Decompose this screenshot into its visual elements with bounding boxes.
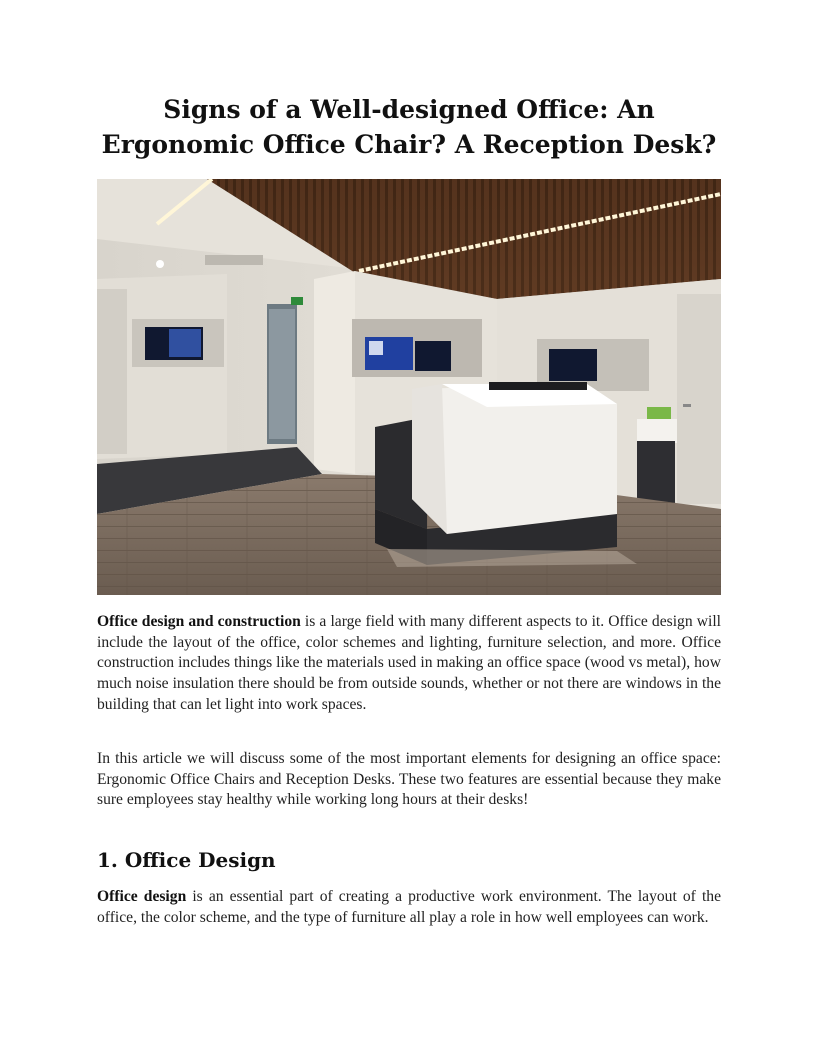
office-reception-photo bbox=[97, 179, 721, 595]
paragraph-office-design bbox=[97, 887, 721, 928]
paragraph-office-design-lead: Office design bbox=[97, 888, 187, 905]
paragraph-intro-body: is a large field with many different aspects to it. Office design will include the layout of the office, color schemes and lighting, furniture selection, and more. Office construction includes things like the materials used in making an office space (wood vs metal), how much noise insulation there should be from outside sounds, whether or not there are windows in the building that can let light into work spaces. bbox=[97, 613, 721, 713]
paragraph-office-design-body: is an essential part of creating a productive work environment. The layout of the office, the color scheme, and the type of furniture all play a role in how well employees can work. bbox=[97, 888, 722, 926]
title-line-1: Signs of a Well-designed Office: An bbox=[163, 95, 655, 124]
paragraph-intro bbox=[97, 612, 721, 716]
page-title bbox=[77, 92, 741, 162]
paragraph-article-scope: In this article we will discuss some of the most important elements for designing an office space: Ergonomic Office Chairs and Reception Desks. These two features are essential because they make sure employees stay healthy while working long hours at their desks! bbox=[97, 750, 721, 809]
title-line-2: Ergonomic Office Chair? A Reception Desk? bbox=[101, 130, 717, 159]
paragraph-intro-lead: Office design and construction bbox=[97, 613, 301, 630]
section-heading-office-design: 1. Office Design bbox=[97, 848, 276, 872]
